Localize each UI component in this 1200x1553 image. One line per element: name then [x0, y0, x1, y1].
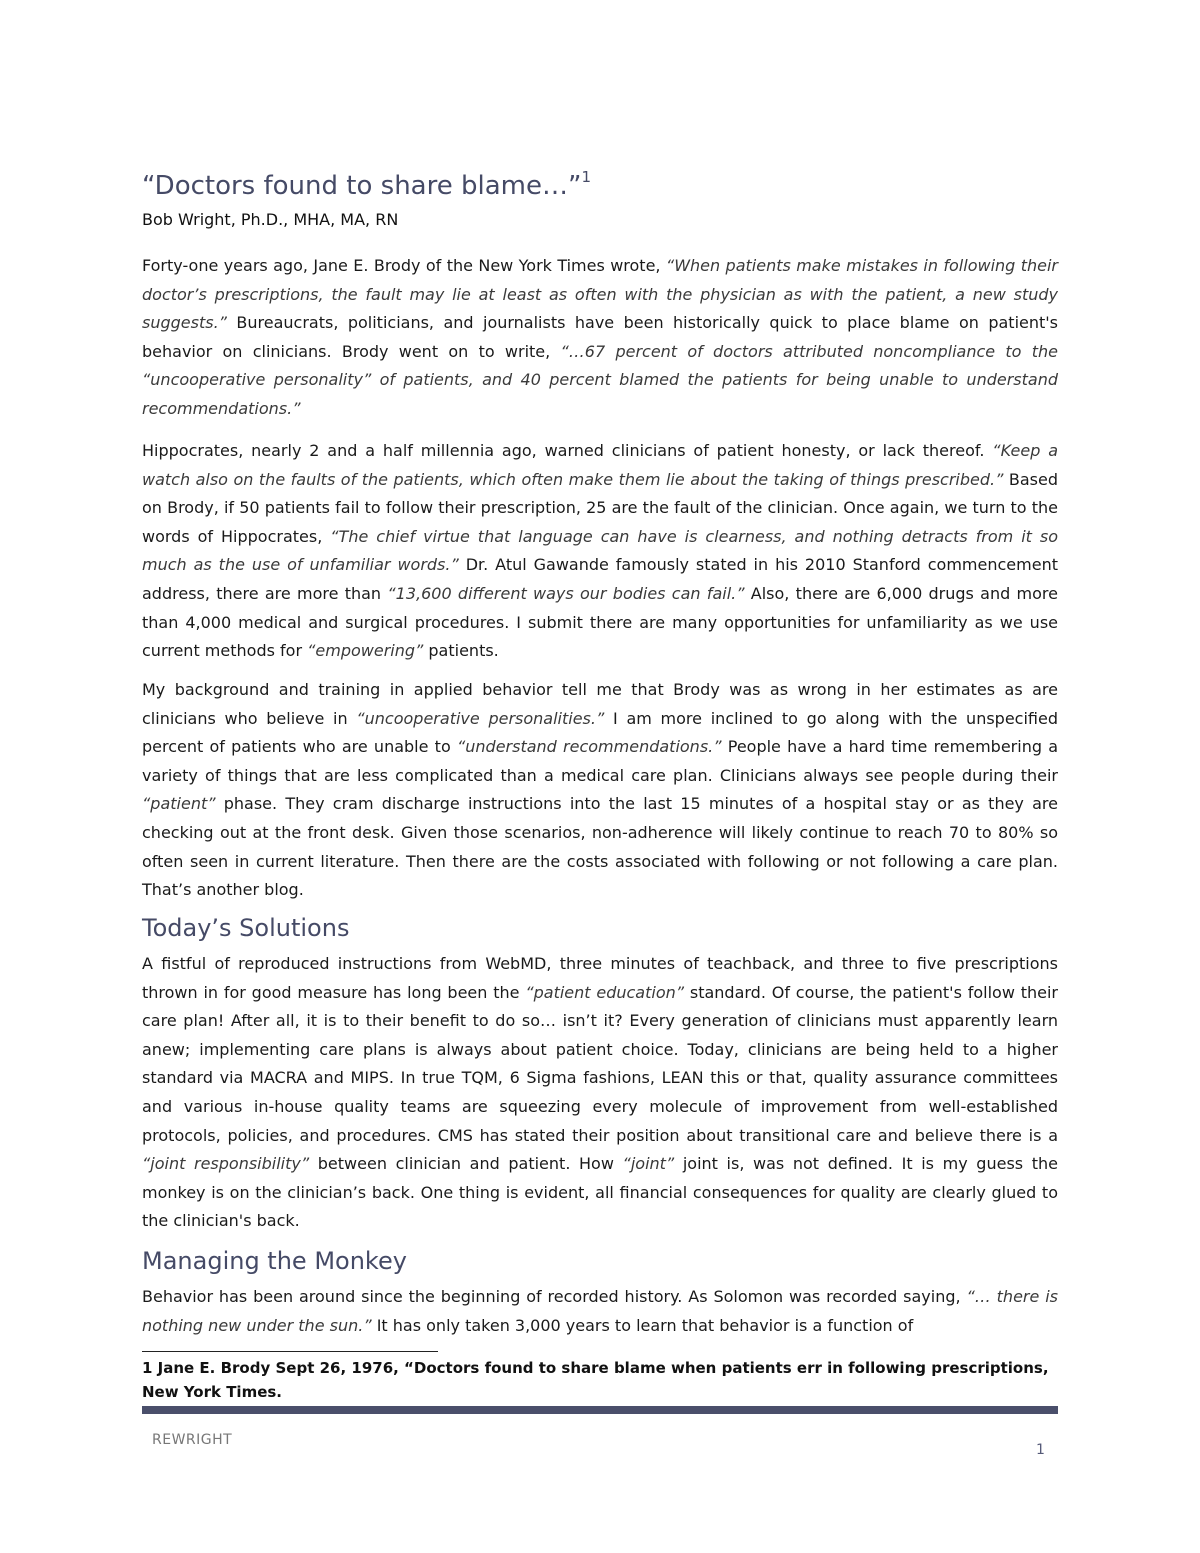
- paragraph-text: My background and training in applied behavior tell me that Brody was as wrong in her estimates as are clinicians who believe in: [142, 680, 1058, 728]
- paragraph-text: Forty-one years ago, Jane E. Brody of the New York Times wrote,: [142, 256, 666, 275]
- paragraph-text: between clinician and patient. How: [309, 1154, 623, 1174]
- author-line: Bob Wright, Ph.D., MHA, MA, RN: [142, 210, 399, 229]
- footer-label: REWRIGHT: [152, 1432, 233, 1448]
- quoted-text: “understand recommendations.”: [456, 737, 722, 757]
- quoted-text: “Keep a watch also on the faults of the patients, which often make them lie about the taking of things prescribed.”: [142, 441, 1059, 489]
- heading-todays-solutions: Today’s Solutions: [142, 914, 350, 942]
- paragraph-text: patients.: [423, 641, 499, 661]
- quoted-text: “… there is nothing new under the sun.”: [142, 1287, 1059, 1335]
- paragraph-5: [142, 1283, 1058, 1340]
- document-title-text: “Doctors found to share blame…”: [142, 171, 582, 201]
- quoted-text: “uncooperative personalities.”: [356, 708, 605, 728]
- paragraph-3: [142, 676, 1058, 905]
- quoted-text: “patient education”: [525, 982, 685, 1002]
- paragraph-text: joint is, was not defined. It is my guess the monkey is on the clinician’s back. One thing is evident, all financial consequences for quality are clearly glued to the clinician's back.: [142, 1154, 1058, 1231]
- quoted-text: “empowering”: [307, 641, 424, 661]
- quoted-text: “joint”: [622, 1154, 675, 1174]
- quoted-text: “The chief virtue that language can have is clearness, and nothing detracts from it so much as the use of unfamiliar words.”: [142, 526, 1059, 575]
- quoted-text: “joint responsibility”: [142, 1154, 310, 1174]
- paragraph-text: It has only taken 3,000 years to learn that behavior is a function of: [371, 1315, 914, 1335]
- paragraph-4: [142, 950, 1058, 1236]
- paragraph-text: Hippocrates, nearly 2 and a half millennia ago, warned clinicians of patient honesty, or lack thereof.: [142, 441, 993, 460]
- quoted-text: “13,600 different ways our bodies can fail.”: [387, 583, 745, 603]
- heading-managing-the-monkey: Managing the Monkey: [142, 1247, 407, 1275]
- paragraph-text: Based on Brody, if 50 patients fail to follow their prescription, 25 are the fault of the clinician. Once again, we turn to the words of Hippocrates,: [142, 469, 1059, 546]
- quoted-text: “When patients make mistakes in following their doctor’s prescriptions, the fault may lie at least as often with the physician as with the patient, a new study suggests.”: [142, 256, 1058, 333]
- paragraph-2: [142, 437, 1058, 666]
- paragraph-text: I am more inclined to go along with the unspecified percent of patients who are unable to: [142, 708, 1058, 757]
- footnote-separator: [142, 1351, 438, 1352]
- footer-bar: [142, 1406, 1058, 1414]
- quoted-text: “…67 percent of doctors attributed noncompliance to the “uncooperative personality” of patients, and 40 percent blamed the patients for being unable to understand recommendations.”: [142, 341, 1058, 418]
- paragraph-text: Also, there are 6,000 drugs and more than 4,000 medical and surgical procedures. I submit there are many opportunities for unfamiliarity as we use current methods for: [142, 583, 1058, 661]
- page-number: 1: [1036, 1442, 1045, 1458]
- quoted-text: “patient”: [142, 794, 216, 814]
- paragraph-text: Bureaucrats, politicians, and journalists have been historically quick to place blame on patient's behavior on clinicians. Brody went on to write,: [142, 313, 1058, 361]
- paragraph-text: Dr. Atul Gawande famously stated in his 2010 Stanford commencement address, there are more than: [142, 555, 1058, 603]
- paragraph-text: A fistful of reproduced instructions from WebMD, three minutes of teachback, and three to five prescriptions thrown in for good measure has long been the: [142, 954, 1058, 1002]
- paragraph-text: standard. Of course, the patient's follow their care plan! After all, it is to their benefit to do so… isn’t it? Every generation of clinicians must apparently learn anew; implementing care plans is always about patient choice. Today, clinicians are being held to a higher standard via MACRA and MIPS. In true TQM, 6 Sigma fashions, LEAN this or that, quality assurance committees and various in-house quality teams are squeezing every molecule of improvement from well-established protocols, policies, and procedures. CMS has stated their position about transitional care and believe there is a: [142, 982, 1059, 1145]
- paragraph-text: Behavior has been around since the beginning of recorded history. As Solomon was recorded saying,: [142, 1287, 967, 1306]
- paragraph-text: People have a hard time remembering a variety of things that are less complicated than a medical care plan. Clinicians always see people during their: [142, 737, 1059, 785]
- paragraph-text: phase. They cram discharge instructions into the last 15 minutes of a hospital stay or as they are checking out at the front desk. Given those scenarios, non-adherence will likely continue to reach 70 to 80% so often seen in current literature. Then there are the costs associated with following or not following a care plan. That’s another blog.: [142, 794, 1058, 900]
- footnote: 1 Jane E. Brody Sept 26, 1976, “Doctors found to share blame when patients err in following prescriptions, New York Times.: [142, 1359, 1049, 1401]
- footnote-reference: 1: [581, 168, 591, 186]
- document-title: [142, 168, 591, 201]
- paragraph-1: [142, 252, 1058, 424]
